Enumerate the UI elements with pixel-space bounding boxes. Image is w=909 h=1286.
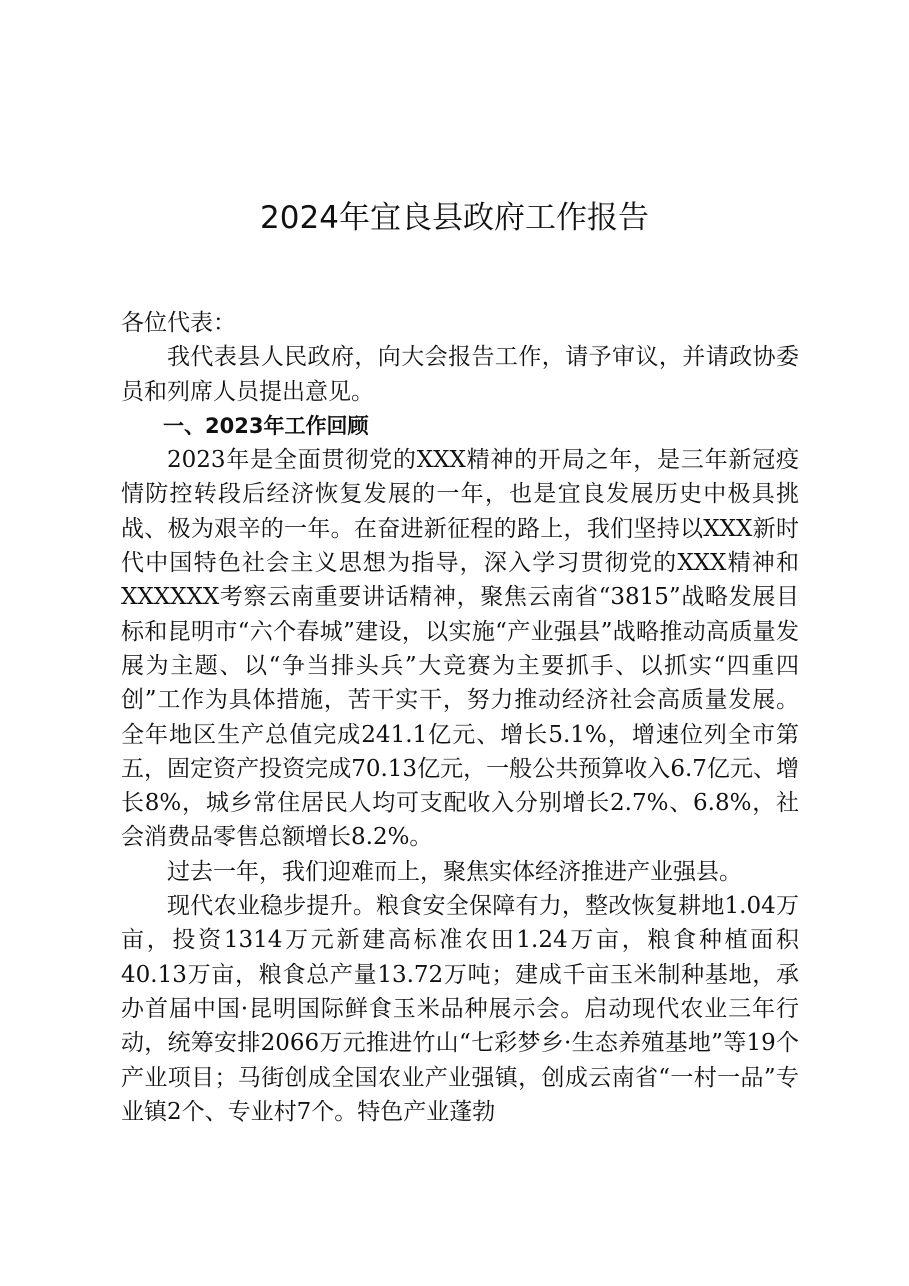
paragraph-review: 2023年是全面贯彻党的XXX精神的开局之年，是三年新冠疫情防控转段后经济恢复发展的一年，也是宜良发展历史中极具挑战、极为艰辛的一年。在奋进新征程的路上，我们坚持以XXX新时代中国特色社会主义思想为指导，深入学习贯彻党的XXX精神和XXXXXX考察云南重要讲话精神，聚焦云南省“3815”战略发展目标和昆明市“六个春城”建设，以实施“产业强县”战略推动高质量发展为主题、以“争当排头兵”大竞赛为主要抓手、以抓实“四重四创”工作为具体措施，苦干实干，努力推动经济社会高质量发展。全年地区生产总值完成241.1亿元、增长5.1%，增速位列全市第五，固定资产投资完成70.13亿元，一般公共预算收入6.7亿元、增长8%，城乡常住居民人均可支配收入分别增长2.7%、6.8%，社会消费品零售总额增长8.2%。 bbox=[121, 447, 799, 851]
salutation: 各位代表： bbox=[121, 310, 236, 336]
document-title: 2024年宜良县政府工作报告 bbox=[260, 200, 649, 236]
paragraph-summary: 过去一年，我们迎难而上，聚焦实体经济推进产业强县。 bbox=[167, 858, 742, 885]
section-heading: 一、2023年工作回顾 bbox=[163, 413, 369, 438]
paragraph-agriculture: 现代农业稳步提升。粮食安全保障有力，整改恢复耕地1.04万亩，投资1314万元新建高标准农田1.24万亩，粮食种植面积40.13万亩，粮食总产量13.72万吨；建成千亩玉米制种基地，承办首届中国·昆明国际鲜食玉米品种展示会。启动现代农业三年行动，统筹安排2066万元推进竹山“七彩梦乡·生态养殖基地”等19个产业项目；马街创成全国农业产业强镇，创成云南省“一村一品”专业镇2个、专业村7个。特色产业蓬勃 bbox=[121, 893, 799, 1125]
document-body bbox=[121, 306, 799, 1129]
paragraph-intro: 我代表县人民政府，向大会报告工作，请予审议，并请政协委员和列席人员提出意见。 bbox=[121, 344, 799, 405]
